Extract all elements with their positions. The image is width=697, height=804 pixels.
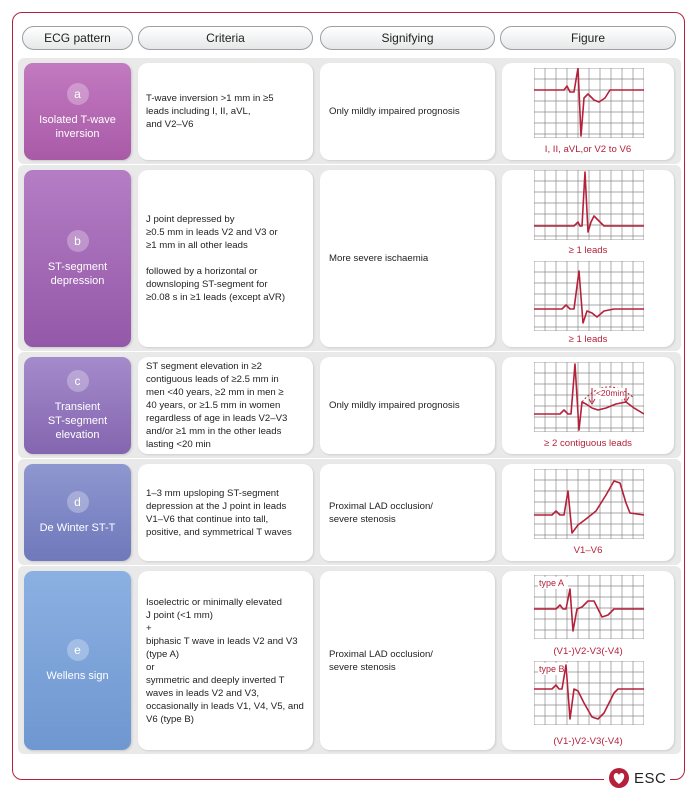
figure-cell (502, 571, 674, 750)
letter-badge: d (67, 491, 89, 513)
header-signifying: Signifying (320, 26, 495, 50)
figure-caption: V1–V6 (573, 545, 603, 556)
figure-caption: (V1-)V2-V3(-V4) (553, 646, 623, 657)
figure-caption: ≥ 2 contiguous leads (544, 438, 632, 449)
heart-logo-icon (608, 767, 630, 789)
figure-cell (502, 63, 674, 160)
criteria-cell (138, 357, 313, 454)
ecg-grid-b1 (534, 170, 644, 240)
type-a-label: type A (539, 578, 565, 588)
criteria-cell (138, 464, 313, 561)
header-ecg-pattern: ECG pattern (22, 26, 133, 50)
criteria-text: 1–3 mm upsloping ST-segment depression at the J point in leads V1–V6 that continue into tall, positive, and symmetrical T waves (146, 487, 292, 538)
letter-badge: b (67, 230, 89, 252)
criteria-cell (138, 170, 313, 347)
category-wellens-sign (24, 571, 131, 750)
signifying-text: Only mildly impaired prognosis (329, 400, 460, 411)
ecg-grid-e-type-a (534, 575, 644, 639)
figure-caption: ≥ 1 leads (568, 334, 608, 345)
criteria-text: J point depressed by ≥0.5 mm in leads V2 and V3 or ≥1 mm in all other leads followed by a horizontal or downsloping ST-segment for ≥0.08 s in ≥1 leads (except aVR) (146, 214, 286, 303)
ecg-grid-b2 (534, 261, 644, 331)
ecg-grid-c (534, 362, 644, 432)
figure-cell (502, 357, 674, 454)
signifying-text: Only mildly impaired prognosis (329, 106, 460, 117)
header-criteria: Criteria (138, 26, 313, 50)
letter-badge: a (67, 83, 89, 105)
category-st-segment-depression (24, 170, 131, 347)
esc-logo (604, 767, 670, 789)
signifying-cell (320, 357, 495, 454)
figure-caption: I, II, aVL,or V2 to V6 (544, 144, 632, 155)
figure-caption: ≥ 1 leads (568, 245, 608, 256)
signifying-text: Proximal LAD occlusion/ severe stenosis (329, 648, 433, 673)
signifying-cell (320, 63, 495, 160)
esc-logo-text: ESC (634, 769, 667, 787)
signifying-cell (320, 170, 495, 347)
signifying-cell (320, 464, 495, 561)
signifying-cell (320, 571, 495, 750)
ecg-grid-d (534, 469, 644, 539)
category-label: ST-segment depression (47, 260, 108, 287)
criteria-text: Isoelectric or minimally elevated J point (<1 mm) + biphasic T wave in leads V2 and V3 (type A) or symmetric and deeply inverted T waves in leads V2 and V3, occasionally in leads V1, V4, V5, and V6 (type B) (146, 596, 304, 725)
criteria-text: ST segment elevation in ≥2 contiguous leads of ≥2.5 mm in men <40 years, ≥2 mm in men ≥ 40 years, or ≥1.5 mm in women regardless of age in leads V2–V3 and/or ≥1 mm in the other leads lasting <20 min (146, 361, 288, 450)
signifying-text: Proximal LAD occlusion/ severe stenosis (329, 500, 433, 525)
criteria-cell (138, 63, 313, 160)
category-de-winter-st-t (24, 464, 131, 561)
category-label: De Winter ST-T (39, 521, 116, 534)
category-label: Wellens sign (46, 669, 109, 682)
category-isolated-t-wave-inversion (24, 63, 131, 160)
category-label: Transient ST-segment elevation (47, 400, 108, 441)
category-transient-st-segment-elevation (24, 357, 131, 454)
duration-label: <20min (595, 388, 625, 398)
ecg-grid-e-type-b (534, 661, 644, 725)
letter-badge: c (67, 370, 89, 392)
header-figure: Figure (500, 26, 676, 50)
signifying-text: More severe ischaemia (329, 253, 429, 264)
letter-badge: e (67, 639, 89, 661)
figure-cell (502, 170, 674, 347)
criteria-text: T-wave inversion >1 mm in ≥5 leads including I, II, aVL, and V2–V6 (146, 93, 274, 130)
criteria-cell (138, 571, 313, 750)
figure-cell (502, 464, 674, 561)
figure-caption: (V1-)V2-V3(-V4) (553, 736, 623, 747)
category-label: Isolated T-wave inversion (39, 113, 116, 140)
ecg-grid-a (534, 68, 644, 138)
type-b-label: type B (539, 664, 565, 674)
